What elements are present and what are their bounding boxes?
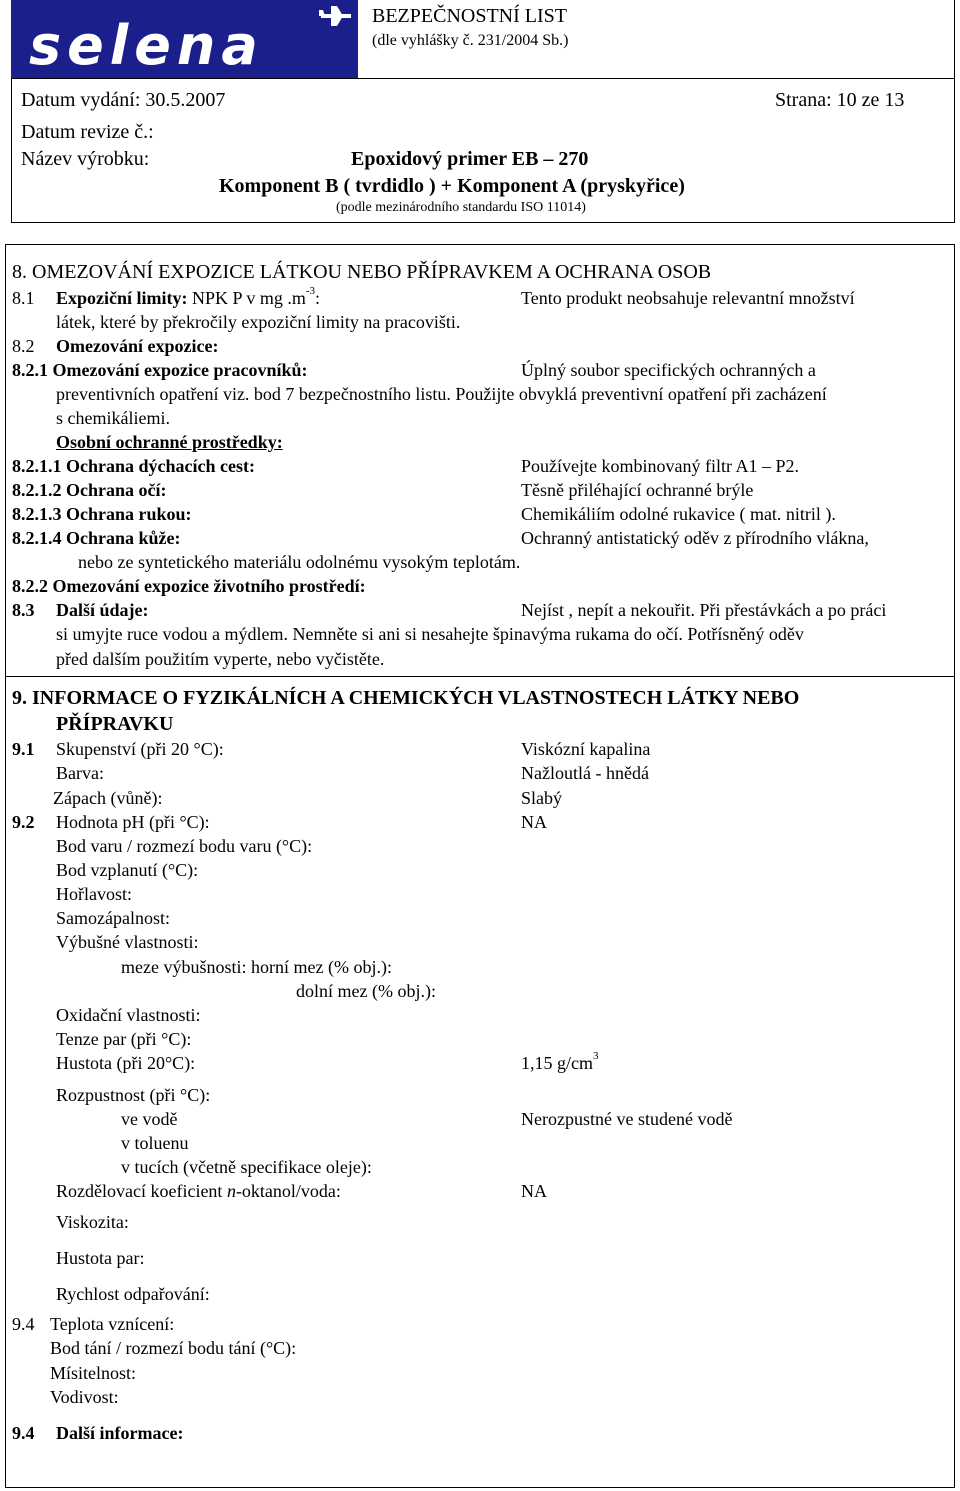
s8213-label: 8.2.1.3 Ochrana rukou:	[12, 504, 192, 524]
density-value: 1,15 g/cm	[521, 1053, 593, 1073]
s8213-value: Chemikáliím odolné rukavice ( mat. nitril ).	[521, 504, 836, 524]
ph-label: Hodnota pH (při °C):	[56, 812, 210, 832]
s81-number: 8.1	[12, 288, 35, 308]
s83-value-line3: před dalším použitím vyperte, nebo vyčistěte.	[56, 649, 385, 669]
odor-value: Slabý	[521, 788, 563, 808]
conductivity-label: Vodivost:	[50, 1387, 119, 1407]
explosive-label: Výbušné vlastnosti:	[56, 932, 199, 952]
s821-value-line1: Úplný soubor specifických ochranných a	[521, 360, 816, 380]
water-solubility-value: Nerozpustné ve studené vodě	[521, 1109, 733, 1129]
s81-unit: NPK P v mg .m	[192, 288, 306, 308]
partition-coefficient-value: NA	[521, 1181, 547, 1201]
section8-title: 8. OMEZOVÁNÍ EXPOZICE LÁTKOU NEBO PŘÍPRAVKEM A OCHRANA OSOB	[12, 261, 712, 283]
state-value: Viskózní kapalina	[521, 739, 651, 759]
s83-value-line1: Nejíst , nepít a nekouřit. Při přestávkách a po práci	[521, 600, 887, 620]
logo-text: selena	[29, 14, 264, 77]
ph-value: NA	[521, 812, 547, 832]
s81-label: Expoziční limity:	[56, 288, 188, 308]
partition-coefficient-label	[56, 1182, 341, 1200]
partition-label-end: -oktanol/voda:	[235, 1181, 341, 1201]
other-information-label: Další informace:	[56, 1423, 184, 1443]
s91-number: 9.1	[12, 739, 35, 759]
s83-value-line2: si umyjte ruce vodou a mýdlem. Nemněte si ani si nesahejte špinavýma rukama do očí. Potřísněný oděv	[56, 624, 804, 644]
logo	[11, 0, 358, 78]
melting-point-label: Bod tání / rozmezí bodu tání (°C):	[50, 1338, 297, 1358]
evaporation-rate-label: Rychlost odpařování:	[56, 1284, 210, 1304]
flash-point-label: Bod vzplanutí (°C):	[56, 860, 199, 880]
odor-label: Zápach (vůně):	[53, 788, 163, 808]
toluene-solubility-label: v toluenu	[121, 1133, 189, 1153]
fat-solubility-label: v tucích (včetně specifikace oleje):	[121, 1157, 372, 1177]
regulation-reference: (dle vyhlášky č. 231/2004 Sb.)	[372, 32, 569, 49]
miscibility-label: Mísitelnost:	[50, 1363, 137, 1383]
s81-value-line2: látek, které by překročily expoziční limity na pracovišti.	[56, 312, 461, 332]
explosion-upper-label: meze výbušnosti: horní mez (% obj.):	[121, 957, 392, 977]
section9-title-line1: 9. INFORMACE O FYZIKÁLNÍCH A CHEMICKÝCH VLASTNOSTECH LÁTKY NEBO	[12, 687, 800, 709]
s8212-label: 8.2.1.2 Ochrana očí:	[12, 480, 167, 500]
explosion-lower-label: dolní mez (% obj.):	[296, 981, 436, 1001]
boiling-point-label: Bod varu / rozmezí bodu varu (°C):	[56, 836, 313, 856]
ppe-heading: Osobní ochranné prostředky:	[56, 432, 283, 452]
partition-label-n: n	[226, 1181, 236, 1201]
section-divider	[5, 676, 955, 677]
section9-title-line2: PŘÍPRAVKU	[56, 713, 174, 735]
vapor-pressure-label: Tenze par (při °C):	[56, 1029, 192, 1049]
color-value: Nažloutlá - hnědá	[521, 763, 649, 783]
s83-number: 8.3	[12, 600, 35, 620]
s82-label: Omezování expozice:	[56, 336, 219, 356]
s8211-label: 8.2.1.1 Ochrana dýchacích cest:	[12, 456, 255, 476]
s83-label: Další údaje:	[56, 600, 149, 620]
ignition-temperature-label: Teplota vznícení:	[50, 1314, 175, 1334]
vapor-density-label: Hustota par:	[56, 1248, 145, 1268]
product-name: Epoxidový primer EB – 270	[351, 148, 589, 170]
s8211-value: Používejte kombinovaný filtr A1 – P2.	[521, 456, 799, 476]
solubility-label: Rozpustnost (při °C):	[56, 1085, 211, 1105]
s81-unit-exponent: -3	[305, 285, 316, 297]
s81-unit-colon: :	[315, 288, 321, 308]
s821-value-line3: s chemikáliemi.	[56, 408, 170, 428]
s81-label-row	[56, 285, 321, 308]
s821-label: 8.2.1 Omezování expozice pracovníků:	[12, 360, 308, 380]
s94-number-b: 9.4	[12, 1423, 35, 1443]
water-solubility-label: ve vodě	[121, 1109, 178, 1129]
partition-label-start: Rozdělovací koeficient	[56, 1181, 227, 1201]
issue-date: Datum vydání: 30.5.2007	[21, 89, 226, 111]
product-label: Název výrobku:	[21, 148, 150, 170]
density-unit-exponent: 3	[593, 1050, 599, 1062]
s822-label: 8.2.2 Omezování expozice životního prostředí:	[12, 576, 366, 596]
viscosity-label: Viskozita:	[56, 1212, 129, 1232]
density-label: Hustota (při 20°C):	[56, 1053, 196, 1073]
sheet-title: BEZPEČNOSTNÍ LIST	[372, 5, 567, 27]
s82-number: 8.2	[12, 336, 35, 356]
s8212-value: Těsně přiléhající ochranné brýle	[521, 480, 754, 500]
s8214-value-line2: nebo ze syntetického materiálu odolnému vysokým teplotám.	[78, 552, 521, 572]
product-components: Komponent B ( tvrdidlo ) + Komponent A (pryskyřice)	[219, 175, 685, 197]
header-separator	[11, 78, 955, 79]
standard-note: (podle mezinárodního standardu ISO 11014)	[336, 200, 586, 215]
revision-date: Datum revize č.:	[21, 121, 154, 143]
oxidizing-label: Oxidační vlastnosti:	[56, 1005, 201, 1025]
state-label: Skupenství (při 20 °C):	[56, 739, 224, 759]
flammability-label: Hořlavost:	[56, 884, 132, 904]
s821-value-line2: preventivních opatření viz. bod 7 bezpečnostního listu. Použijte obvyklá preventivní opatření při zacházení	[56, 384, 827, 404]
airplane-icon	[319, 6, 351, 26]
s8214-value-line1: Ochranný antistatický oděv z přírodního vlákna,	[521, 528, 869, 548]
selena-logo-icon	[11, 0, 358, 78]
s81-value-line1: Tento produkt neobsahuje relevantní množství	[521, 288, 855, 308]
density-value-row	[521, 1050, 599, 1073]
page-number: Strana: 10 ze 13	[775, 89, 905, 111]
s92-number: 9.2	[12, 812, 35, 832]
s94-number-a: 9.4	[12, 1314, 35, 1334]
s8214-label: 8.2.1.4 Ochrana kůže:	[12, 528, 181, 548]
autoignition-label: Samozápalnost:	[56, 908, 170, 928]
color-label: Barva:	[56, 763, 104, 783]
